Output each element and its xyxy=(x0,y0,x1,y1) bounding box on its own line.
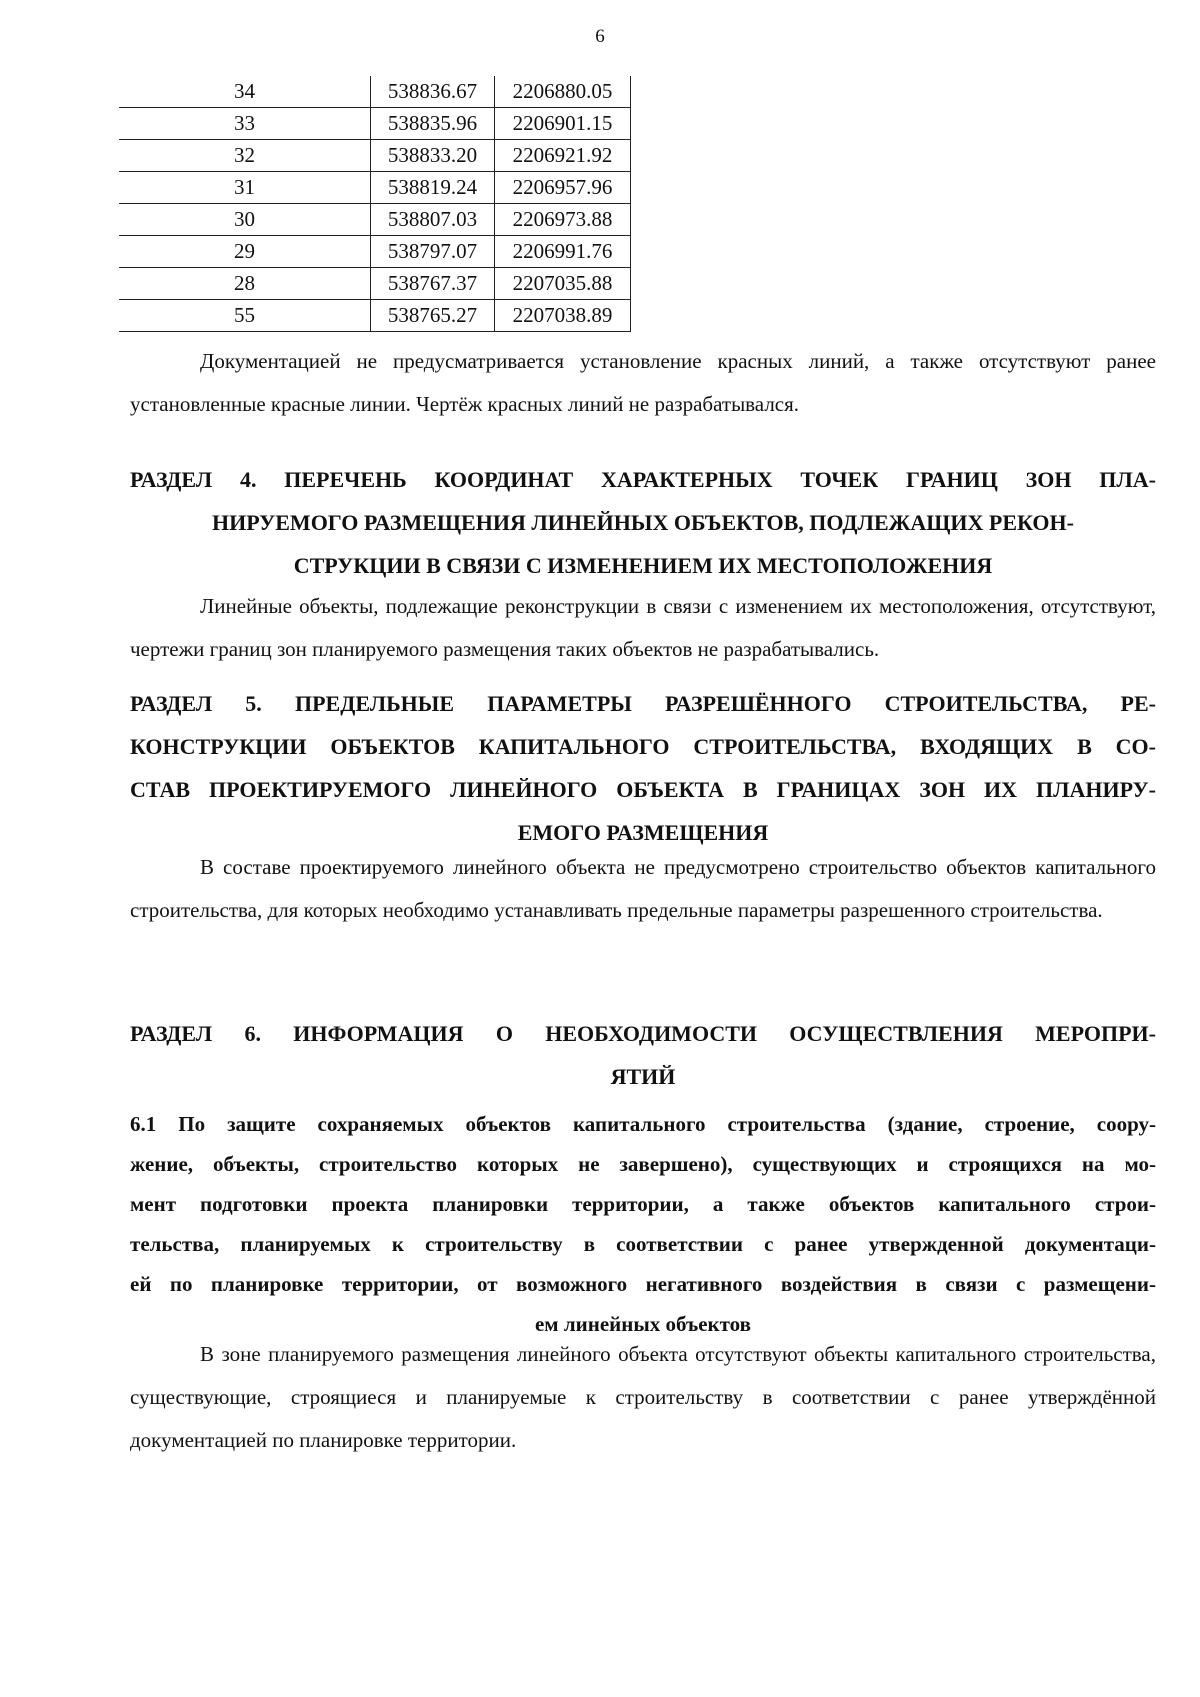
subsection-6-1-title xyxy=(130,1104,1156,1344)
x-coordinate-cell: 538835.96 xyxy=(371,108,495,140)
section-5-title-line: КОНСТРУКЦИИ ОБЪЕКТОВ КАПИТАЛЬНОГО СТРОИТЕЛЬСТВА, ВХОДЯЩИХ В СО- xyxy=(130,734,1156,759)
table-row xyxy=(119,108,631,140)
subsection-6-1-line: ей по планировке территории, от возможного негативного воздействия в связи с размещени- xyxy=(130,1272,1156,1296)
x-coordinate-cell: 538819.24 xyxy=(371,172,495,204)
table-row xyxy=(119,236,631,268)
red-lines-text: Документацией не предусматривается установление красных линий, а также отсутствуют ранее установленные красные линии. Чертёж красных линий не разрабатывался. xyxy=(130,349,1156,416)
point-number-cell: 29 xyxy=(119,236,371,268)
subsection-6-1-line: жение, объекты, строительство которых не завершено), существующих и строящихся на мо- xyxy=(130,1152,1156,1176)
subsection-6-1-line: мент подготовки проекта планировки территории, а также объектов капитального строи- xyxy=(130,1192,1156,1216)
x-coordinate-cell: 538807.03 xyxy=(371,204,495,236)
section-4-title-line: НИРУЕМОГО РАЗМЕЩЕНИЯ ЛИНЕЙНЫХ ОБЪЕКТОВ, ПОДЛЕЖАЩИХ РЕКОН- xyxy=(212,510,1074,535)
y-coordinate-cell: 2206880.05 xyxy=(495,76,631,108)
page-number: 6 xyxy=(595,26,605,47)
section-6-title-line: РАЗДЕЛ 6. ИНФОРМАЦИЯ О НЕОБХОДИМОСТИ ОСУЩЕСТВЛЕНИЯ МЕРОПРИ- xyxy=(130,1021,1156,1046)
x-coordinate-cell: 538765.27 xyxy=(371,300,495,332)
section-5-title-line: СТАВ ПРОЕКТИРУЕМОГО ЛИНЕЙНОГО ОБЪЕКТА В ГРАНИЦАХ ЗОН ИХ ПЛАНИРУ- xyxy=(130,777,1156,802)
section-4-body xyxy=(130,585,1156,671)
y-coordinate-cell: 2206957.96 xyxy=(495,172,631,204)
table-row xyxy=(119,172,631,204)
y-coordinate-cell: 2207035.88 xyxy=(495,268,631,300)
table-row xyxy=(119,204,631,236)
section-6-title xyxy=(130,1012,1156,1098)
y-coordinate-cell: 2206901.15 xyxy=(495,108,631,140)
section-4-title-line: РАЗДЕЛ 4. ПЕРЕЧЕНЬ КООРДИНАТ ХАРАКТЕРНЫХ ТОЧЕК ГРАНИЦ ЗОН ПЛА- xyxy=(130,467,1156,492)
section-4-title-line: СТРУКЦИИ В СВЯЗИ С ИЗМЕНЕНИЕМ ИХ МЕСТОПОЛОЖЕНИЯ xyxy=(293,553,993,578)
x-coordinate-cell: 538767.37 xyxy=(371,268,495,300)
point-number-cell: 31 xyxy=(119,172,371,204)
section-4-title xyxy=(130,458,1156,587)
section-4-body-text: Линейные объекты, подлежащие реконструкции в связи с изменением их местоположения, отсутствуют, чертежи границ зон планируемого размещения таких объектов не разрабатывались. xyxy=(130,594,1156,661)
point-number-cell: 33 xyxy=(119,108,371,140)
section-5-body-text: В составе проектируемого линейного объекта не предусмотрено строительство объектов капитального строительства, для которых необходимо устанавливать предельные параметры разрешенного строительства. xyxy=(130,855,1156,922)
x-coordinate-cell: 538833.20 xyxy=(371,140,495,172)
section-6-title-line: ЯТИЙ xyxy=(610,1064,676,1089)
section-6-body-text: В зоне планируемого размещения линейного объекта отсутствуют объекты капитального строительства, существующие, строящиеся и планируемые к строительству в соответствии с ранее утверждённой документацией по планировке территории. xyxy=(130,1342,1156,1452)
x-coordinate-cell: 538797.07 xyxy=(371,236,495,268)
table-row xyxy=(119,300,631,332)
point-number-cell: 55 xyxy=(119,300,371,332)
point-number-cell: 28 xyxy=(119,268,371,300)
point-number-cell: 34 xyxy=(119,76,371,108)
table-row xyxy=(119,76,631,108)
y-coordinate-cell: 2206921.92 xyxy=(495,140,631,172)
subsection-6-1-line: 6.1 По защите сохраняемых объектов капитального строительства (здание, строение, соору- xyxy=(130,1112,1156,1136)
coordinates-table xyxy=(119,76,631,332)
y-coordinate-cell: 2206991.76 xyxy=(495,236,631,268)
subsection-6-1-line: тельства, планируемых к строительству в соответствии с ранее утвержденной документаци- xyxy=(130,1232,1156,1256)
y-coordinate-cell: 2207038.89 xyxy=(495,300,631,332)
point-number-cell: 30 xyxy=(119,204,371,236)
section-5-title-line: ЕМОГО РАЗМЕЩЕНИЯ xyxy=(517,820,769,845)
section-5-body xyxy=(130,846,1156,932)
section-5-title-line: РАЗДЕЛ 5. ПРЕДЕЛЬНЫЕ ПАРАМЕТРЫ РАЗРЕШЁННОГО СТРОИТЕЛЬСТВА, РЕ- xyxy=(130,691,1156,716)
red-lines-paragraph xyxy=(130,340,1156,426)
section-5-title xyxy=(130,682,1156,854)
section-6-body xyxy=(130,1333,1156,1462)
x-coordinate-cell: 538836.67 xyxy=(371,76,495,108)
table-row xyxy=(119,140,631,172)
y-coordinate-cell: 2206973.88 xyxy=(495,204,631,236)
table-row xyxy=(119,268,631,300)
subsection-6-1-line: ем линейных объектов xyxy=(534,1312,752,1336)
point-number-cell: 32 xyxy=(119,140,371,172)
